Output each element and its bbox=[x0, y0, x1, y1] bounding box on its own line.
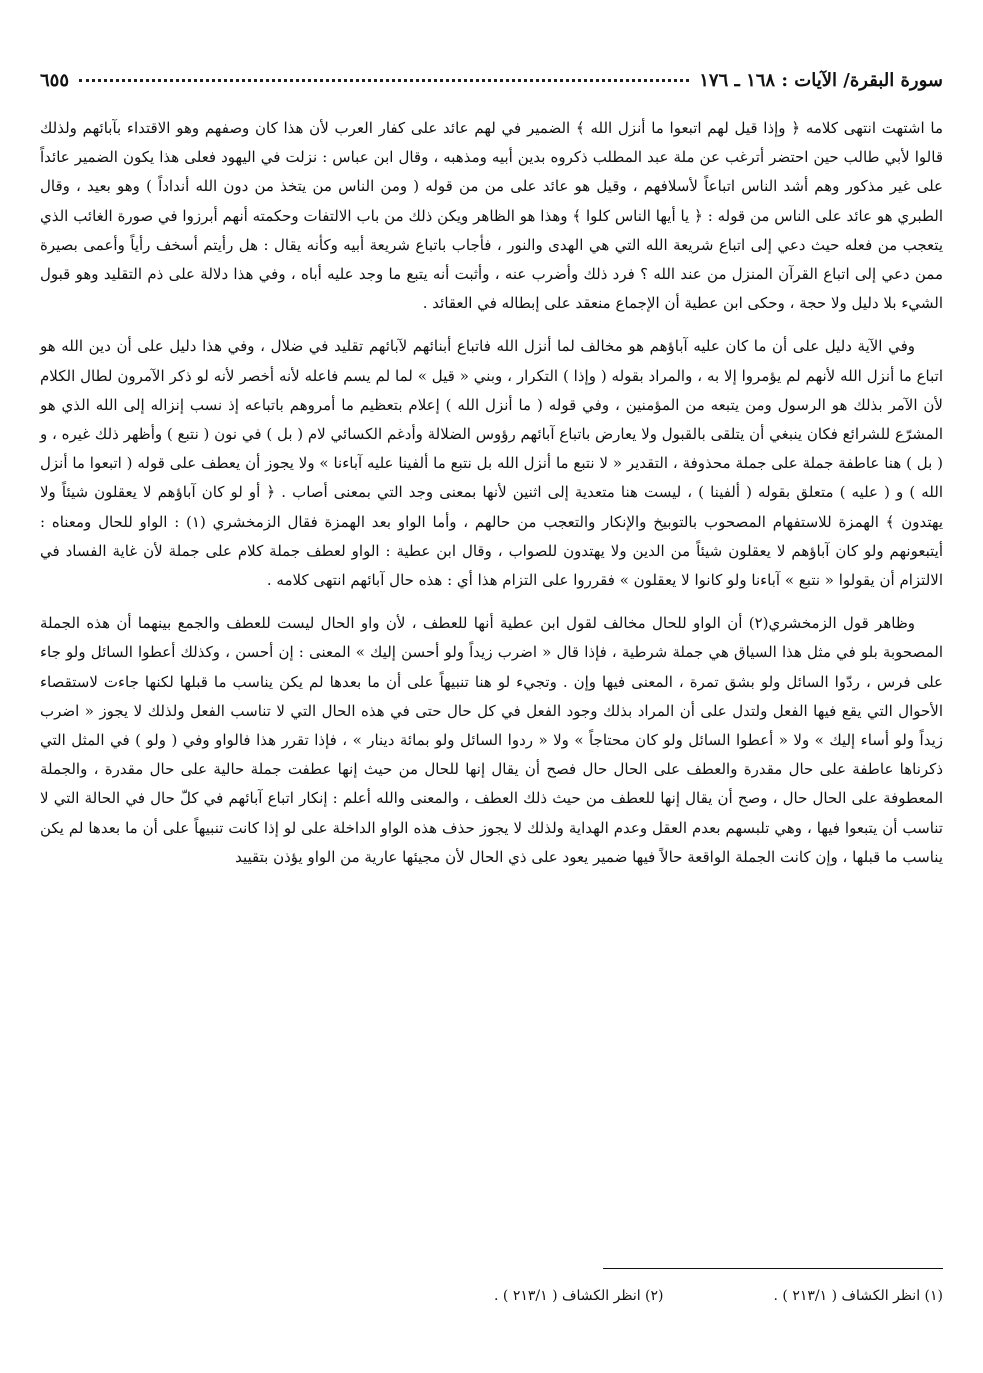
running-title: سورة البقرة/ الآيات : ١٦٨ ـ ١٧٦ bbox=[699, 70, 943, 91]
leader-dots bbox=[79, 67, 689, 82]
footnote-2: (٢) انظر الكشاف ( ٢١٣/١ ) . bbox=[494, 1288, 664, 1304]
paragraph-2: وفي الآية دليل على أن ما كان عليه آباؤهم هو مخالف لما أنزل الله فاتباع أبنائهم لآبائهم تقليد في ضلال ، وفي هذا دليل على أن دين الله هو اتباع ما أنزل الله لأنهم لم يؤمروا إلا به ، والمراد بقوله ( وإذا ) التكرار ، وبني « قيل » لما لم يسم فاعله لأنه أخصر لأنه لو ذكر الآمرون لطال الكلام لأن الآمر بذلك هو الرسول ومن يتبعه من المؤمنين ، وفي قوله ( ما أنزل الله ) إعلام بتعظيم ما أمروهم باتباعه إذ نسب إنزاله إلى الله الذي هو المشرّع للشرائع فكان ينبغي أن يتلقى بالقبول ولا يعارض باتباع آبائهم رؤوس الضلالة وأدغم الكسائي لام ( بل ) في نون ( نتبع ) وأظهر ذلك غيره ، و ( بل ) هنا عاطفة جملة على جملة محذوفة ، التقدير « لا نتبع ما أنزل الله بل نتبع ما ألفينا عليه آباءنا » ولا يجوز أن يعطف على قوله ( اتبعوا ما أنزل الله ) و ( عليه ) متعلق بقوله ( ألفينا ) ، ليست هنا متعدية إلى اثنين لأنها بمعنى وجد التي بمعنى أصاب . ﴿ أو لو كان آباؤهم لا يعقلون شيئاً ولا يهتدون ﴾ الهمزة للاستفهام المصحوب بالتوبيخ والإنكار والتعجب من حالهم ، وأما الواو بعد الهمزة فقال الزمخشري (١) : الواو للحال ومعناه : أيتبعونهم ولو كان آباؤهم لا يعقلون شيئاً من الدين ولا يهتدون للصواب ، وقال ابن عطية : الواو لعطف جملة كلام على جملة لأن غاية الفساد في الالتزام أن يقولوا « نتبع » آباءنا ولو كانوا لا يعقلون » فقرروا على التزام هذا أي : هذه حال آبائهم انتهى كلامه . bbox=[40, 337, 944, 590]
body-text bbox=[40, 114, 943, 872]
page-number: ٦٥٥ bbox=[40, 70, 70, 91]
paragraph-3: وظاهر قول الزمخشري(٢) أن الواو للحال مخالف لقول ابن عطية أنها للعطف ، لأن واو الحال ليست للعطف والجمع بينهما أن هذه الجملة المصحوبة بلو في مثل هذا السياق هي جملة شرطية ، فإذا قال « اضرب زيداً ولو أحسن إليك » المعنى : إن أحسن ، وكذلك أعطوا السائل ولو جاء على فرس ، ردّوا السائل ولو بشق تمرة ، المعنى فيها وإن . وتجيء لو هنا تنبيهاً على أن ما بعدها لم يكن يناسب ما قبلها لكنها جاءت لاستقصاء الأحوال التي يقع فيها الفعل ولتدل على أن المراد بذلك وجود الفعل في كل حال حتى في هذه الحال التي لا تناسب الفعل ولذلك لا يجوز « اضرب زيداً ولو أساء إليك » ولا « أعطوا السائل ولو كان محتاجاً » ولا « ردوا السائل ولو بمائة دينار » ، فإذا تقرر هذا فالواو وفي ( ولو ) في المثل التي ذكرناها عاطفة على حال مقدرة والعطف على الحال حال فصح أن يقال إنها للحال من حيث إنها عطفت جملة حالية على حال مقدرة ، والجملة المعطوفة على الحال حال ، وصح أن يقال إنها للعطف من حيث ذلك العطف ، والمعنى والله أعلم : إنكار اتباع آبائهم في كلّ حال في الحالة التي لا تناسب أن يتبعوا فيها ، وهي تلبسهم بعدم العقل وعدم الهداية ولذلك لا يجوز حذف هذه الواو الداخلة على لو إذا كانت تنبيهاً على أن ما بعدها لم يكن يناسب ما قبلها ، وإن كانت الجملة الواقعة حالاً فيها ضمير يعود على ذي الحال لأن مجيئها عارية من الواو يؤذن بتقييد bbox=[40, 614, 943, 866]
footnote-1: (١) انظر الكشاف ( ٢١٣/١ ) . bbox=[773, 1288, 943, 1304]
paragraph-1: ما اشتهت انتهى كلامه ﴿ وإذا قيل لهم اتبعوا ما أنزل الله ﴾ الضمير في لهم عائد على كفار العرب لأن هذا كان وصفهم وهو الاقتداء بآبائهم ولذلك قالوا لأبي طالب حين احتضر أترغب عن ملة عبد المطلب ذكروه بدين أبيه ومذهبه ، وقال ابن عباس : نزلت في اليهود فعلى هذا يكون الضمير عائداً على غير مذكور وهم أشد الناس اتباعاً لأسلافهم ، وقيل هو عائد على من من قوله ( ومن الناس من يتخذ من دون الله أنداداً ) وهو بعيد ، وقال الطبري هو عائد على الناس من قوله : ﴿ يا أيها الناس كلوا ﴾ وهذا هو الظاهر ويكن ذلك من باب الالتفات وحكمته أنهم أبرزوا في صورة الغائب الذي يتعجب من فعله حيث دعي إلى اتباع شريعة الله التي هي الهدى والنور ، فأجاب باتباع شريعة أبيه وكأنه يقال : هل رأيتم أسخف رأياً وأعمى بصيرة ممن دعي إلى اتباع القرآن المنزل من عند الله ؟ فرد ذلك وأضرب عنه ، وأثبت أنه يتبع ما وجد عليه أباه ، وفي هذا دلالة على ذم التقليد وهو قبول الشيء بلا دليل ولا حجة ، وحكى ابن عطية أن الإجماع منعقد على إبطاله في العقائد . bbox=[40, 119, 944, 313]
footnote-divider bbox=[603, 1268, 943, 1269]
footnotes bbox=[40, 1288, 943, 1304]
page bbox=[40, 70, 943, 872]
running-head bbox=[40, 70, 943, 110]
